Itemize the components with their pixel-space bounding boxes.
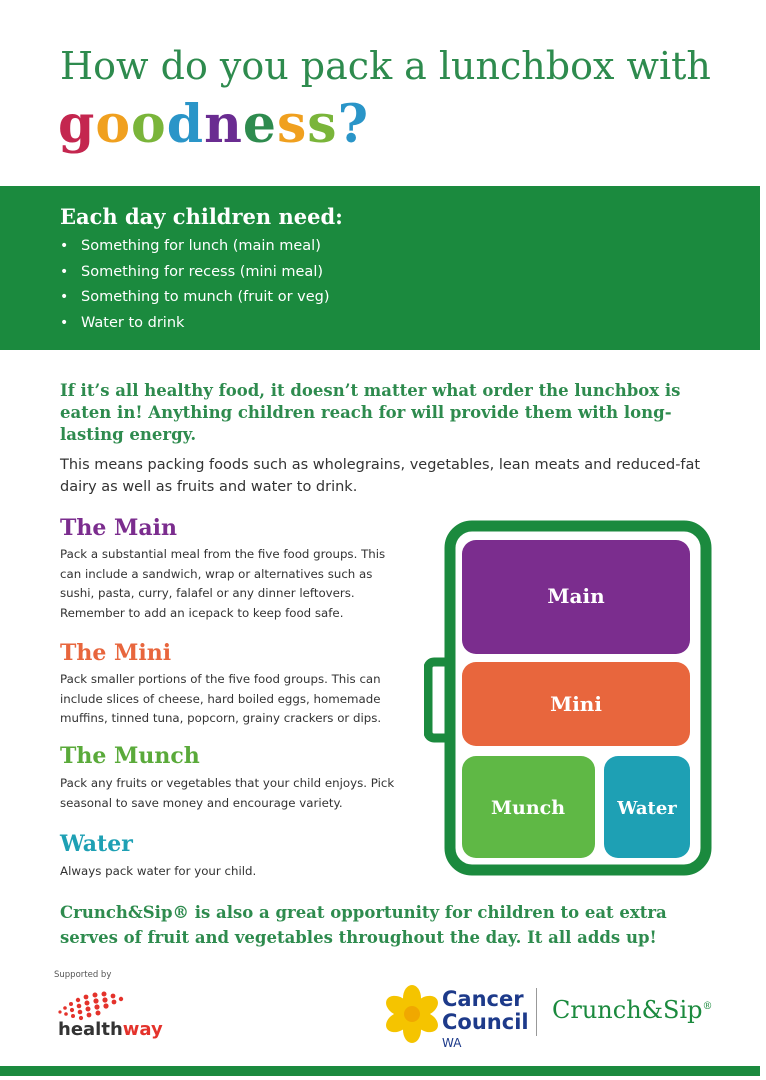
intro-text: This means packing foods such as wholegrains, vegetables, lean meats and reduced-fat dairy as well as fruits and water to drink.: [60, 457, 701, 495]
title-letter: e: [242, 94, 277, 155]
cancer-council-logo-text: Council: [442, 1010, 529, 1034]
section-title-munch: The Munch: [60, 743, 200, 769]
healthway-logo-text: [58, 1019, 163, 1040]
daily-needs-panel: [0, 186, 760, 350]
list-item: • Water to drink: [60, 311, 330, 337]
cancer-council-logo-text: Cancer: [442, 987, 524, 1011]
crunch-sip-logo: [552, 996, 713, 1024]
title-letter: o: [95, 94, 132, 155]
title-letter: s: [277, 94, 308, 155]
healthway-logo-part: health: [58, 1019, 123, 1040]
page-title-line: How do you pack a lunchbox with: [60, 44, 711, 88]
title-letter: n: [204, 94, 243, 155]
compartment-label-mini: Mini: [550, 692, 602, 716]
registered-mark: ®: [702, 1001, 713, 1012]
section-title-main: The Main: [60, 515, 177, 541]
supported-by-label: Supported by: [54, 970, 112, 980]
section-text-main: Pack a substantial meal from the five food groups. This can include a sandwich, wrap or alternatives such as sushi, pasta, curry, falafel or any dinner leftovers. Remember to add an icepack to keep food safe.: [60, 547, 386, 620]
healthway-logo-icon: [52, 988, 127, 1022]
compartment-label-water: Water: [617, 798, 677, 819]
list-item: • Something for lunch (main meal): [60, 234, 330, 260]
section-text-munch: Pack any fruits or vegetables that your child enjoys. Pick seasonal to save money and encourage variety.: [60, 776, 395, 810]
section-title-water: Water: [60, 831, 133, 857]
title-letter: ?: [337, 94, 370, 155]
title-letter: g: [58, 94, 96, 155]
section-title-mini: The Mini: [60, 640, 172, 666]
section-text-mini: Pack smaller portions of the five food groups. This can include slices of cheese, hard boiled eggs, homemade muffins, tinned tuna, popcorn, grainy crackers or dips.: [60, 672, 382, 725]
bottom-bar: [0, 1066, 760, 1076]
page-title-goodness: [58, 94, 369, 155]
title-letter: s: [307, 94, 338, 155]
healthway-logo-part: way: [122, 1019, 163, 1040]
list-item: • Something to munch (fruit or veg): [60, 285, 330, 311]
compartment-label-main: Main: [547, 584, 605, 608]
logo-divider: [536, 988, 537, 1036]
daffodil-logo-icon: [382, 984, 442, 1044]
cancer-council-logo-text: WA: [442, 1036, 462, 1050]
title-letter: o: [131, 94, 167, 155]
daily-needs-list: [60, 234, 330, 336]
daily-needs-heading: Each day children need:: [60, 204, 343, 229]
crunch-sip-message: Crunch&Sip® is also a great opportunity for children to eat extra serves of fruit and vegetables throughout the day. It all adds up!: [60, 903, 667, 947]
title-letter: d: [166, 94, 205, 155]
crunch-sip-logo-text: Crunch&Sip: [552, 996, 703, 1024]
section-text-water: Always pack water for your child.: [60, 864, 257, 878]
list-item: • Something for recess (mini meal): [60, 260, 330, 286]
lunchbox-diagram: [424, 520, 714, 878]
compartment-label-munch: Munch: [490, 797, 566, 819]
intro-bold-text: If it’s all healthy food, it doesn’t matter what order the lunchbox is eaten in! Anything children reach for will provide them with long-lasting energy.: [60, 381, 681, 444]
